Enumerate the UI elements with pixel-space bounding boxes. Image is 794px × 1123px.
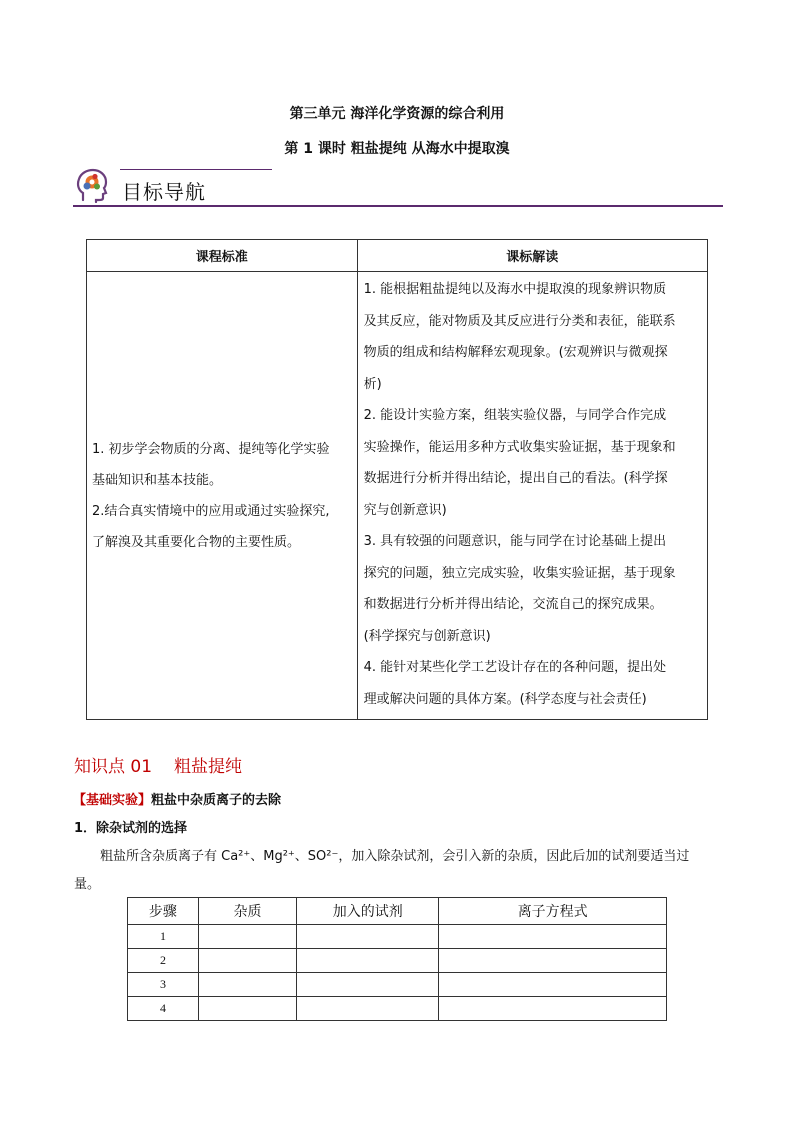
experiment-heading: [73, 789, 281, 808]
table-row: [128, 925, 667, 949]
table-row: [128, 997, 667, 1021]
interpretation-line: 数据进行分析并得出结论，提出自己的看法。(科学探: [363, 471, 668, 486]
impurity-cell: [198, 949, 296, 973]
standard-line: 1. 初步学会物质的分离、提纯等化学实验: [92, 441, 330, 457]
impurity-cell: [198, 997, 296, 1021]
unit-title: 第三单元 海洋化学资源的综合利用: [289, 106, 505, 122]
lesson-title: 第 1 课时 粗盐提纯 从海水中提取溴: [284, 141, 510, 157]
table-row: [128, 973, 667, 997]
table-row: [87, 272, 708, 720]
course-standard-cell: [87, 272, 358, 720]
impurity-removal-table: [127, 897, 667, 1021]
header-reagent: 加入的试剂: [297, 898, 439, 925]
equation-cell: [439, 997, 667, 1021]
step-number: 2: [128, 949, 199, 973]
curriculum-standards-table: [86, 239, 708, 720]
interpretation-line: 1. 能根据粗盐提纯以及海水中提取溴的现象辨识物质: [363, 282, 667, 297]
interpretation-line: 究与创新意识): [363, 502, 447, 518]
head-gears-icon: [75, 167, 109, 203]
reagent-cell: [297, 925, 439, 949]
section-heading: 1．除杂试剂的选择: [74, 821, 188, 836]
interpretation-line: 探究的问题，独立完成实验，收集实验证据，基于现象: [363, 565, 676, 581]
standard-line: 了解溴及其重要化合物的主要性质。: [92, 534, 301, 550]
header-standard-interpretation: 课标解读: [357, 240, 707, 272]
header-step: 步骤: [128, 898, 199, 925]
banner-top-rule: [120, 169, 272, 170]
knowledge-point-heading: [74, 752, 264, 777]
step-number: 4: [128, 997, 199, 1021]
table-row: [128, 949, 667, 973]
standard-line: 基础知识和基本技能。: [92, 472, 223, 488]
standard-line: 2.结合真实情境中的应用或通过实验探究,: [92, 503, 330, 519]
table-header-row: [87, 240, 708, 272]
equation-cell: [439, 949, 667, 973]
step-number: 1: [128, 925, 199, 949]
interpretation-line: 和数据进行分析并得出结论，交流自己的探究成果。: [363, 597, 663, 612]
table-header-row: [128, 898, 667, 925]
paragraph-line: 量。: [74, 877, 101, 892]
paragraph-line: 粗盐所含杂质离子有 Ca²⁺、Mg²⁺、SO²⁻，加入除杂试剂，会引入新的杂质，因此后加的试剂要适当过: [100, 849, 690, 864]
interpretation-line: 物质的组成和结构解释宏观现象。(宏观辨识与微观探: [363, 345, 668, 360]
header-impurity: 杂质: [198, 898, 296, 925]
section-paragraph: [74, 843, 724, 899]
reagent-cell: [297, 997, 439, 1021]
interpretation-line: (科学探究与创新意识): [363, 628, 491, 644]
knowledge-point-title: 粗盐提纯: [174, 757, 243, 777]
interpretation-line: 4. 能针对某些化学工艺设计存在的各种问题，提出处: [363, 660, 667, 675]
interpretation-line: 3. 具有较强的问题意识，能与同学在讨论基础上提出: [363, 534, 667, 549]
knowledge-point-label: 知识点 01: [74, 757, 153, 777]
impurity-cell: [198, 973, 296, 997]
experiment-title: 粗盐中杂质离子的去除: [151, 793, 282, 808]
banner-title: 目标导航: [122, 180, 206, 204]
header-ionic-equation: 离子方程式: [439, 898, 667, 925]
reagent-cell: [297, 949, 439, 973]
equation-cell: [439, 925, 667, 949]
experiment-tag: 【基础实验】: [73, 793, 152, 808]
interpretation-line: 及其反应，能对物质及其反应进行分类和表征，能联系: [363, 313, 676, 329]
step-number: 3: [128, 973, 199, 997]
interpretation-line: 2. 能设计实验方案，组装实验仪器，与同学合作完成: [363, 408, 667, 423]
impurity-cell: [198, 925, 296, 949]
reagent-cell: [297, 973, 439, 997]
banner-bottom-rule: [73, 205, 723, 207]
interpretation-line: 析): [363, 376, 382, 392]
interpretation-line: 实验操作，能运用多种方式收集实验证据，基于现象和: [363, 439, 676, 455]
header-course-standard: 课程标准: [87, 240, 358, 272]
interpretation-cell: [357, 272, 707, 720]
interpretation-line: 理或解决问题的具体方案。(科学态度与社会责任): [363, 691, 647, 707]
section-banner-goals: [73, 165, 723, 209]
equation-cell: [439, 973, 667, 997]
